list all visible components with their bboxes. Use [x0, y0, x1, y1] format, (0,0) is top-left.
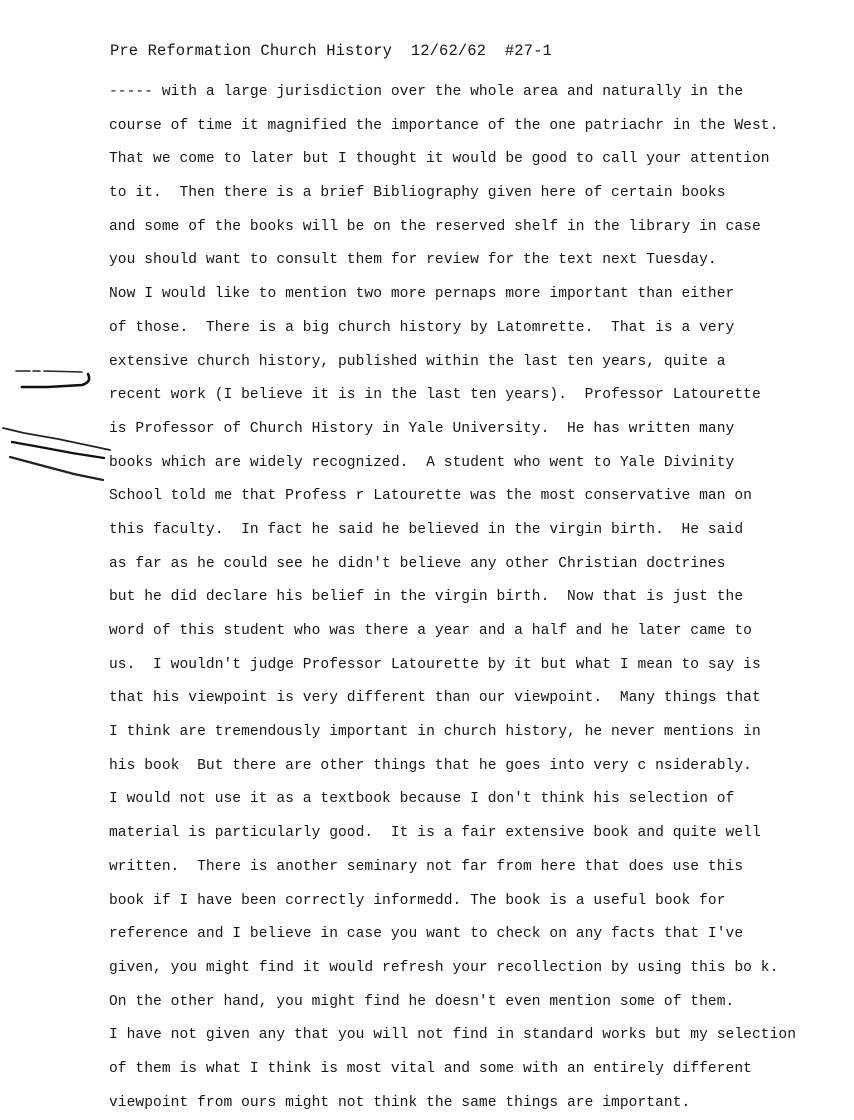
text-line: School told me that Profess r Latourette was the most conservative man on [109, 488, 752, 505]
text-line: On the other hand, you might find he doesn't even mention some of them. [109, 993, 735, 1010]
text-line: of them is what I think is most vital and some with an entirely different [109, 1060, 752, 1077]
text-line: book if I have been correctly informedd. The book is a useful book for [109, 892, 726, 909]
text-line: to it. Then there is a brief Bibliography given here of certain books [109, 185, 726, 202]
text-line: his book But there are other things that he goes into very c nsiderably. [109, 757, 752, 774]
text-line: written. There is another seminary not far from here that does use this [109, 858, 744, 875]
text-line: viewpoint from ours might not think the same things are important. [109, 1094, 691, 1111]
text-line: extensive church history, published within the last ten years, quite a [109, 353, 726, 370]
text-line: reference and I believe in case you want to check on any facts that I've [109, 926, 744, 943]
text-line: as far as he could see he didn't believe any other Christian doctrines [109, 555, 726, 572]
text-line: recent work (I believe it is in the last ten years). Professor Latourette [109, 387, 761, 404]
margin-pen-marks [0, 350, 120, 500]
text-line: word of this student who was there a year and a half and he later came to [109, 623, 752, 639]
text-line: I would not use it as a textbook because I don't think his selection of [109, 791, 735, 808]
text-line: I have not given any that you will not find in standard works but my selection [109, 1027, 796, 1044]
typed-body-text [109, 76, 849, 1120]
text-line: given, you might find it would refresh your recollection by using this bo k. [109, 959, 779, 976]
page-header: Pre Reformation Church History 12/62/62 #27-1 [110, 42, 552, 60]
text-line: course of time it magnified the importance of the one patriachr in the West. [109, 117, 779, 134]
text-line: you should want to consult them for review for the text next Tuesday. [109, 252, 717, 269]
text-line: but he did declare his belief in the virgin birth. Now that is just the [109, 589, 744, 606]
text-line: Now I would like to mention two more pernaps more important than either [109, 286, 735, 303]
text-line: this faculty. In fact he said he believed in the virgin birth. He said [109, 521, 744, 538]
text-line: that his viewpoint is very different than our viewpoint. Many things that [109, 690, 761, 707]
text-line: and some of the books will be on the reserved shelf in the library in case [109, 218, 761, 235]
text-line: books which are widely recognized. A student who went to Yale Divinity [109, 454, 735, 471]
text-line: ----- with a large jurisdiction over the whole area and naturally in the [109, 84, 744, 100]
text-line: I think are tremendously important in church history, he never mentions in [109, 724, 761, 741]
text-line: of those. There is a big church history by Latomrette. That is a very [109, 319, 735, 336]
text-line: material is particularly good. It is a fair extensive book and quite well [109, 825, 761, 842]
text-line: is Professor of Church History in Yale University. He has written many [109, 420, 735, 437]
text-line: us. I wouldn't judge Professor Latourette by it but what I mean to say is [109, 656, 761, 673]
text-line: That we come to later but I thought it would be good to call your attention [109, 151, 770, 168]
